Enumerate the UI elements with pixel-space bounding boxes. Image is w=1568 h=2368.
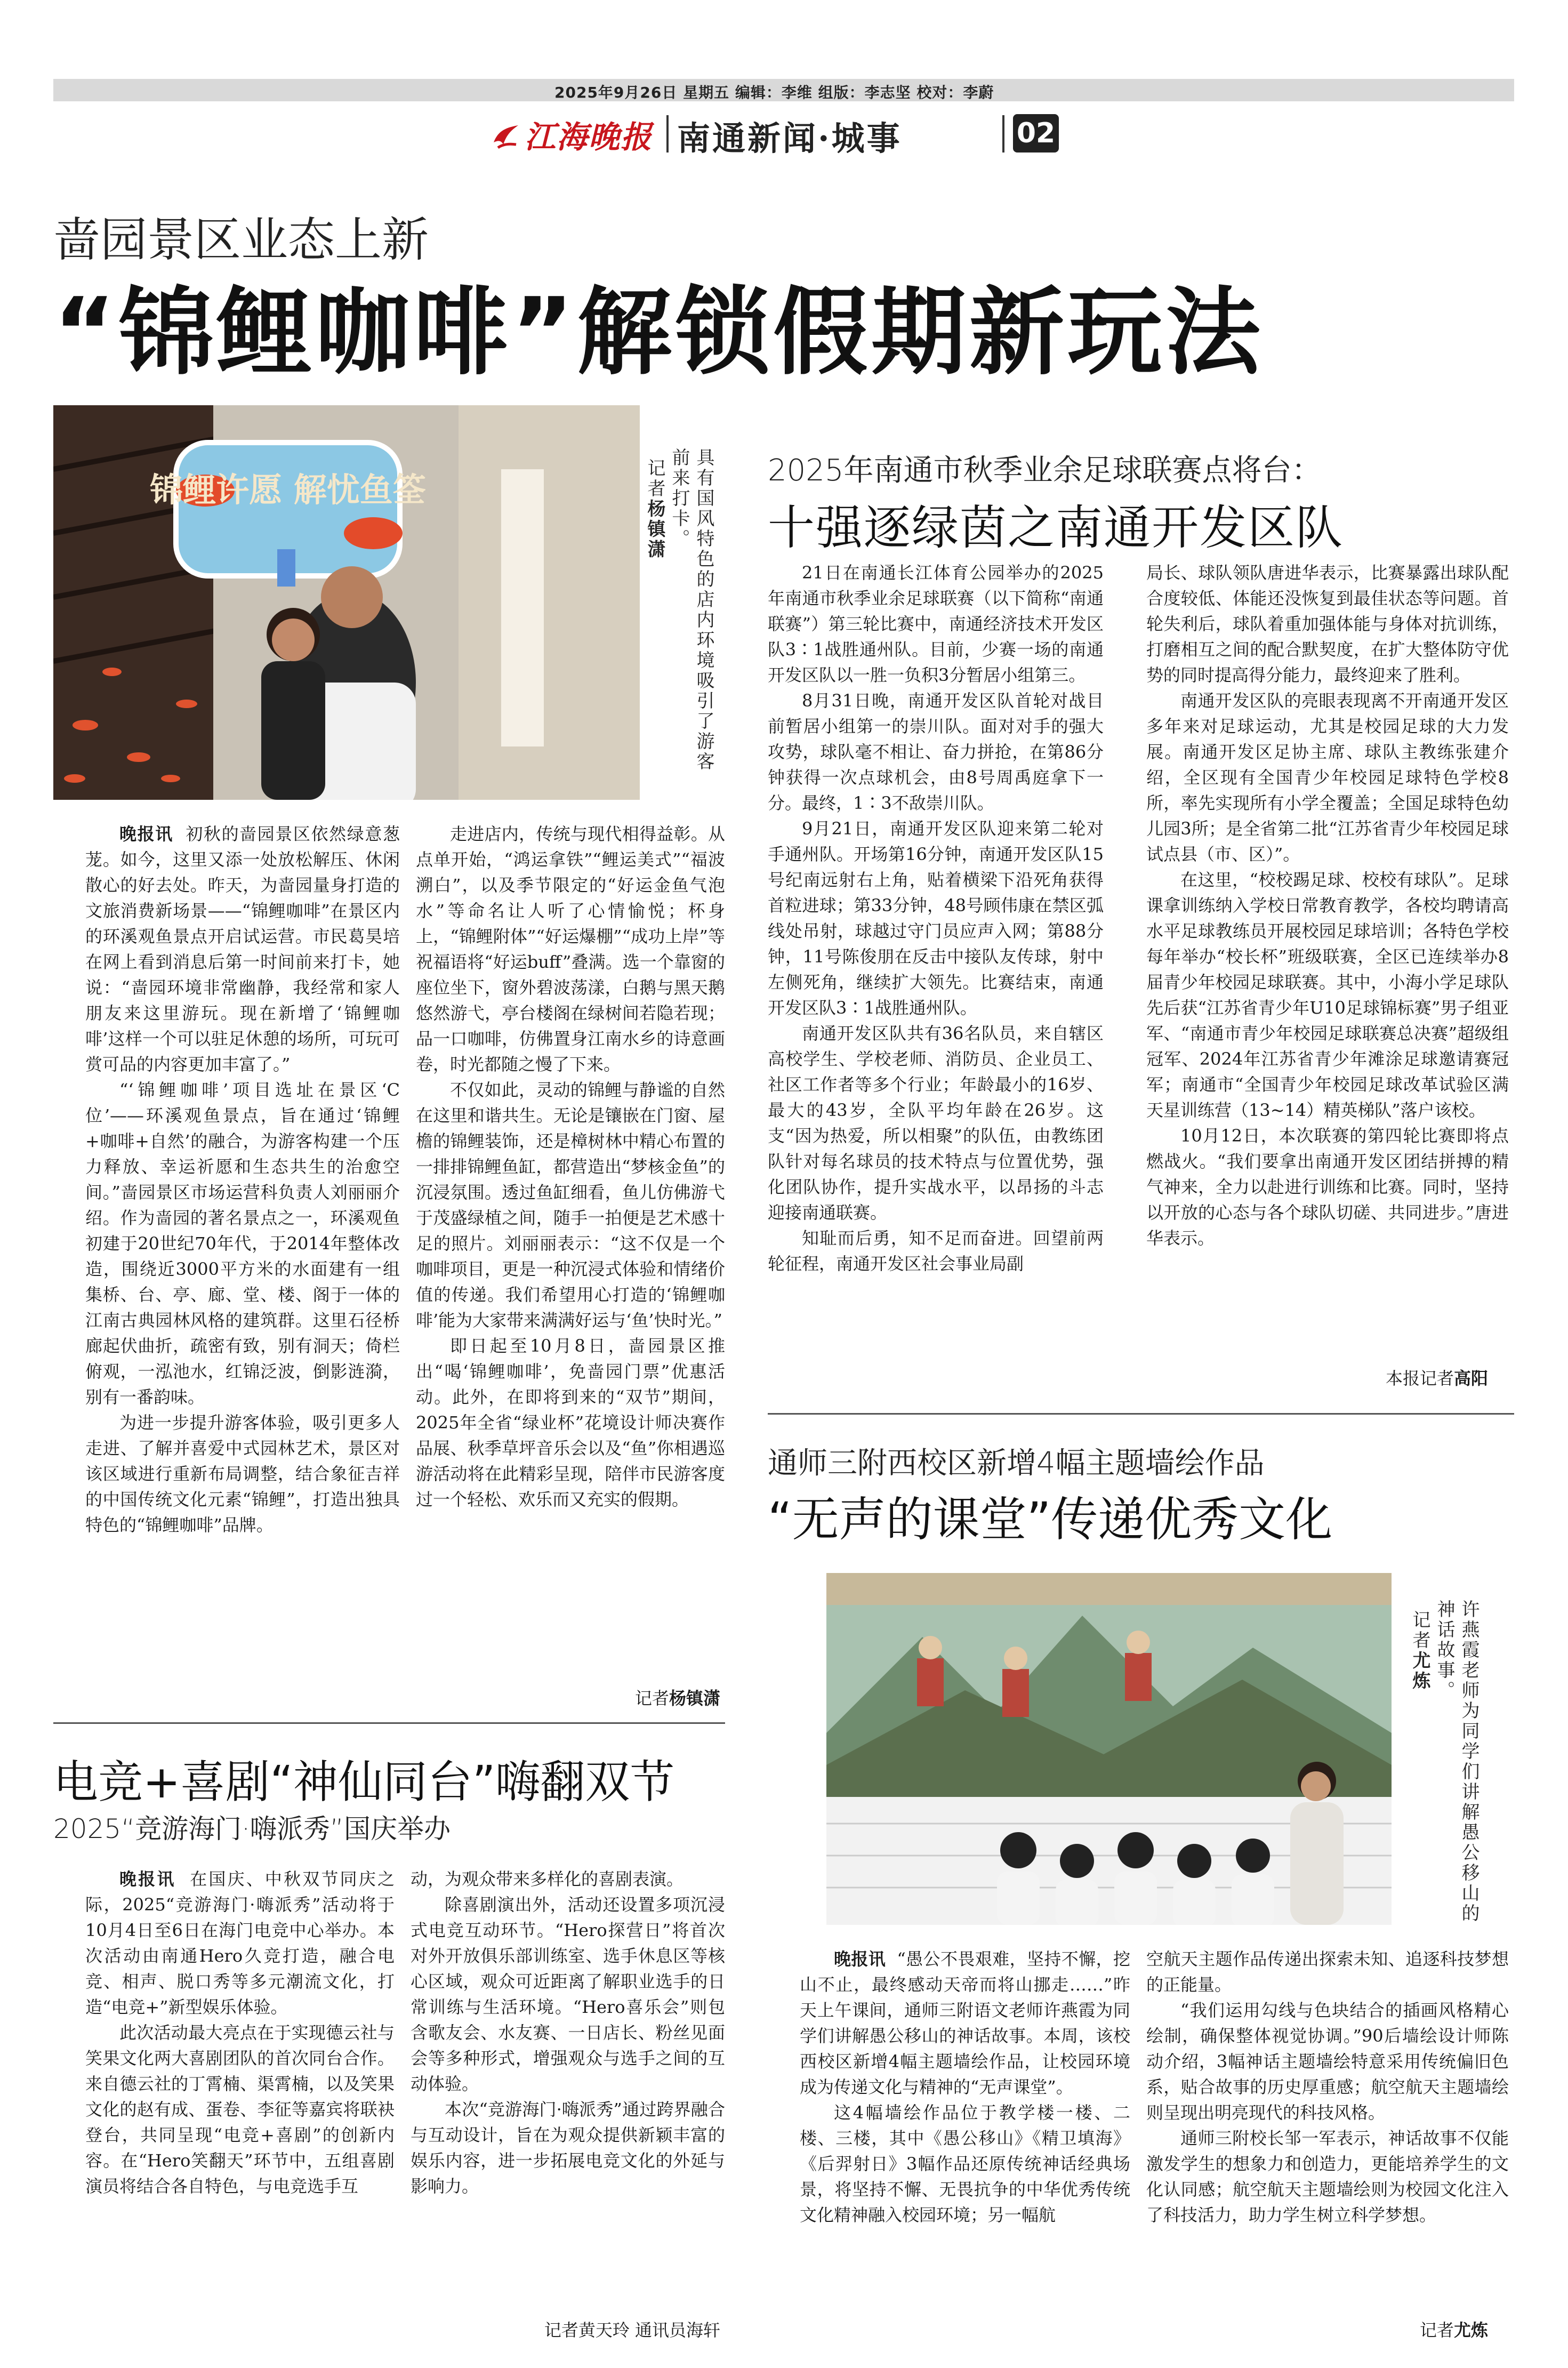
story1-photo [53, 405, 640, 800]
story3-column-1: 21日在南通长江体育公园举办的2025年南通市秋季业余足球联赛（以下简称“南通联赛”）第三轮比赛中，南通经济技术开发区队3∶1战胜通州队。目前，少赛一场的南通开发区队以一胜一负积3分暂居小组第三。 8月31日晚，南通开发区队首轮对战目前暂居小组第一的崇川队。面对对手的强大攻势，球队毫不相让、奋力拼抢，在第86分钟获得一次点球机会，由8号周禹庭拿下一分。最终，1∶3不敌崇川队。 9月21日，南通开发区队迎来第二轮对手通州队。开场第16分钟，南通开发区队15号纪南远射右上角，贴着横梁下沿死角获得首粒进球；第33分钟，48号顾伟康在禁区弧线处吊射，球越过守门员应声入网；第88分钟，11号陈俊朋在反击中接队友传球，射中左侧死角，继续扩大领先。比赛结束，南通开发区队3∶1战胜通州队。 南通开发区队共有36名队员，来自辖区高校学生、学校老师、消防员、企业员工、社区工作者等多个行业；年龄最小的16岁、最大的43岁，全队平均年龄在26岁。这支“因为热爱，所以相聚”的队伍，由教练团队针对每名球员的技术特点与位置优势，强化团队协作，提升实战水平，以昂扬的斗志迎接南通联赛。 知耻而后勇，知不足而奋进。回望前两轮征程，南通开发区社会事业局副 [768, 563, 1104, 1274]
story1-column-1: 晚报讯 初秋的啬园景区依然绿意葱茏。如今，这里又添一处放松解压、休闲散心的好去处。昨天，为啬园量身打造的文旅消费新场景——“锦鲤咖啡”在景区内的环溪观鱼景点开启试运营。市民葛昊培在网上看到消息后第一时间前来打卡，她说：“啬园环境非常幽静，我经常和家人朋友来这里游玩。现在新增了‘锦鲤咖啡’这样一个可以驻足休憩的场所，可玩可赏可品的内容更加丰富了。” “‘锦鲤咖啡’项目选址在景区‘C位’——环溪观鱼景点，旨在通过‘锦鲤+咖啡+自然’的融合，为游客构建一个压力释放、幸运祈愿和生态共生的治愈空间。”啬园景区市场运营科负责人刘丽丽介绍。作为啬园的著名景点之一，环溪观鱼初建于20世纪70年代，于2014年整体改造，围绕近3000平方米的水面建有一组集桥、台、亭、廊、堂、楼、阁于一体的江南古典园林风格的建筑群。这里石径桥廊起伏曲折，疏密有致，别有洞天；倚栏俯观，一泓池水，红锦泛波，倒影涟漪，别有一番韵味。 为进一步提升游客体验，吸引更多人走进、了解并喜爱中式园林艺术，景区对该区域进行重新布局调整，结合象征吉祥的中国传统文化元素“锦鲤”，打造出独具特色的“锦鲤咖啡”品牌。 [85, 824, 400, 1535]
story3-column-2: 局长、球队领队唐进华表示，比赛暴露出球队配合度较低、体能还没恢复到最佳状态等问题。首轮失利后，球队着重加强体能与身体对抗训练，打磨相互之间的配合默契度，在扩大整体防守优势的同时提高得分能力，最终迎来了胜利。 南通开发区队的亮眼表现离不开南通开发区多年来对足球运动，尤其是校园足球的大力发展。南通开发区足协主席、球队主教练张建介绍，全区现有全国青少年校园足球特色学校8所，率先实现所有小学全覆盖；全国足球特色幼儿园3所；是全省第二批“江苏省青少年校园足球试点县（市、区）”。 在这里，“校校踢足球、校校有球队”。足球课拿训练纳入学校日常教育教学，各校均聘请高水平足球教练员开展校园足球培训；各特色学校每年举办“校长杯”班级联赛，全区已连续举办8届青少年校园足球联赛。其中，小海小学足球队先后获“江苏省青少年U10足球锦标赛”男子组亚军、“南通市青少年校园足球联赛总决赛”超级组冠军、2024年江苏省青少年滩涂足球邀请赛冠军；南通市“全国青少年校园足球改革试验区满天星训练营（13~14）精英梯队”落户该校。 10月12日，本次联赛的第四轮比赛即将点燃战火。“我们要拿出南通开发区团结拼搏的精气神来，全力以赴进行训练和比赛。同时，坚持以开放的心态与各个球队切磋、共同进步。”唐进华表示。 [1146, 563, 1509, 1248]
header-info-bar [53, 79, 1514, 101]
story1-kicker: 啬园景区业态上新 [53, 212, 429, 267]
story3-byline: 本报记者高阳 [1385, 1368, 1488, 1388]
story4-kicker: 通师三附西校区新增4幅主题墙绘作品 [768, 1446, 1265, 1481]
story4-column-2: 空航天主题作品传递出探索未知、追逐科技梦想的正能量。 “我们运用勾线与色块结合的插画风格精心绘制，确保整体视觉协调。”90后墙绘设计师陈动介绍，3幅神话主题墙绘特意采用传统偏旧色系，贴合故事的历史厚重感；航空航天主题墙绘则呈现出明亮现代的科技风格。 通师三附校长邹一军表示，神话故事不仅能激发学生的想象力和创造力，更能培养学生的文化认同感；航空航天主题墙绘则为校园文化注入了科技活力，助力学生树立科学梦想。 [1146, 1949, 1509, 2225]
divider-line [768, 1413, 1514, 1415]
story4-column-1: 晚报讯 “愚公不畏艰难，坚持不懈，挖山不止，最终感动天帝而将山挪走……”昨天上午课间，通师三附语文老师许燕霞为同学们讲解愚公移山的神话故事。本周，该校西校区新增4幅主题墙绘作品，让校园环境成为传递文化与精神的“无声课堂”。 这4幅墙绘作品位于教学楼一楼、二楼、三楼，其中《愚公移山》《精卫填海》《后羿射日》3幅作品还原传统神话经典场景，将坚持不懈、无畏抗争的中华优秀传统文化精神融入校园环境；另一幅航 [800, 1949, 1130, 2225]
story4-photo [826, 1573, 1392, 1925]
story2-subhead: 2025“竞游海门·嗨派秀”国庆举办 [53, 1813, 451, 1844]
coffee-shop-photo [53, 405, 640, 800]
logo-wave-icon [490, 121, 521, 152]
mural-photo [826, 1573, 1392, 1925]
page-number: 02 [1013, 114, 1059, 152]
story4-caption: 许燕霞老师为同学们讲解愚公移山的神话故事。 记者尤炼 [1409, 1600, 1479, 1924]
masthead-divider [666, 115, 669, 152]
story1-headline: “锦鲤咖啡”解锁假期新玩法 [53, 277, 1264, 388]
masthead-divider [1002, 115, 1004, 152]
story2-column-2: 动，为观众带来多样化的喜剧表演。 除喜剧演出外，活动还设置多项沉浸式电竞互动环节。“Hero探营日”将首次对外开放俱乐部训练室、选手休息区等核心区域，观众可近距离了解职业选手的日常训练与生活环境。“Hero喜乐会”则包含歌友会、水友赛、一日店长、粉丝见面会等多种形式，增强观众与选手之间的互动体验。 本次“竞游海门·嗨派秀”通过跨界融合与互动设计，旨在为观众提供新颖丰富的娱乐内容，进一步拓展电竞文化的外延与影响力。 [411, 1869, 725, 2196]
divider-line [53, 1722, 725, 1724]
story2-headline: 电竞+喜剧“神仙同台”嗨翻双节 [53, 1756, 675, 1808]
story3-kicker: 2025年南通市秋季业余足球联赛点将台： [768, 453, 1322, 488]
section-title: 南通新闻·城事 [677, 119, 902, 158]
story2-column-1: 晚报讯 在国庆、中秋双节同庆之际，2025“竞游海门·嗨派秀”活动将于10月4日至6日在海门电竞中心举办。本次活动由南通Hero久竞打造，融合电竞、相声、脱口秀等多元潮流文化，打造“电竞+”新型娱乐体验。 此次活动最大亮点在于实现德云社与笑果文化两大喜剧团队的首次同台合作。来自德云社的丁霄楠、渠霄楠，以及笑果文化的赵有成、蛋卷、李征等嘉宾将联袂登台，共同呈现“电竞+喜剧”的创新内容。在“Hero笑翻天”环节中，五组喜剧演员将结合各自特色，与电竞选手互 [85, 1869, 395, 2196]
story1-byline: 记者杨镇潇 [634, 1688, 720, 1708]
photo-sign-text: 锦鲤许愿 解忧鱼筌 [150, 470, 426, 509]
header-info-text: 2025年9月26日 星期五 编辑：李维 组版：李志坚 校对：李蔚 [554, 84, 994, 101]
story4-byline: 记者尤炼 [1419, 2320, 1488, 2340]
masthead [490, 112, 1077, 160]
story1-caption: 具有国风特色的店内环境吸引了游客前来打卡。 记者杨镇潇 [644, 448, 714, 772]
story4-headline: “无声的课堂”传递优秀文化 [768, 1492, 1333, 1547]
newspaper-logo: 江海晚报 [490, 112, 653, 157]
story1-column-2: 走进店内，传统与现代相得益彰。从点单开始，“鸿运拿铁”“鲤运美式”“福波溯白”，以及季节限定的“好运金鱼气泡水”等命名让人听了心情愉悦；杯身上，“锦鲤附体”“好运爆棚”“成功上岸”等祝福语将“好运buff”叠满。选一个靠窗的座位坐下，窗外碧波荡漾，白鹅与黑天鹅悠然游弋，亭台楼阁在绿树间若隐若现；品一口咖啡，仿佛置身江南水乡的诗意画卷，时光都随之慢了下来。 不仅如此，灵动的锦鲤与静谧的自然在这里和谐共生。无论是镶嵌在门窗、屋檐的锦鲤装饰，还是樟树林中精心布置的一排排锦鲤鱼缸，都营造出“梦核金鱼”的沉浸氛围。透过鱼缸细看，鱼儿仿佛游弋于茂盛绿植之间，随手一拍便是艺术感十足的照片。刘丽丽表示：“这不仅是一个咖啡项目，更是一种沉浸式体验和情绪价值的传递。我们希望用心打造的‘锦鲤咖啡’能为大家带来满满好运与‘鱼’快时光。” 即日起至10月8日，啬园景区推出“喝‘锦鲤咖啡’，免啬园门票”优惠活动。此外，在即将到来的“双节”期间，2025年全省“绿业杯”花境设计师决赛作品展、秋季草坪音乐会以及“鱼”你相遇巡游活动将在此精彩呈现，陪伴市民游客度过一个轻松、欢乐而又充实的假期。 [416, 824, 725, 1510]
story3-headline: 十强逐绿茵之南通开发区队 [768, 500, 1344, 555]
story2-byline: 记者黄天玲 通讯员海轩 [544, 2320, 720, 2340]
